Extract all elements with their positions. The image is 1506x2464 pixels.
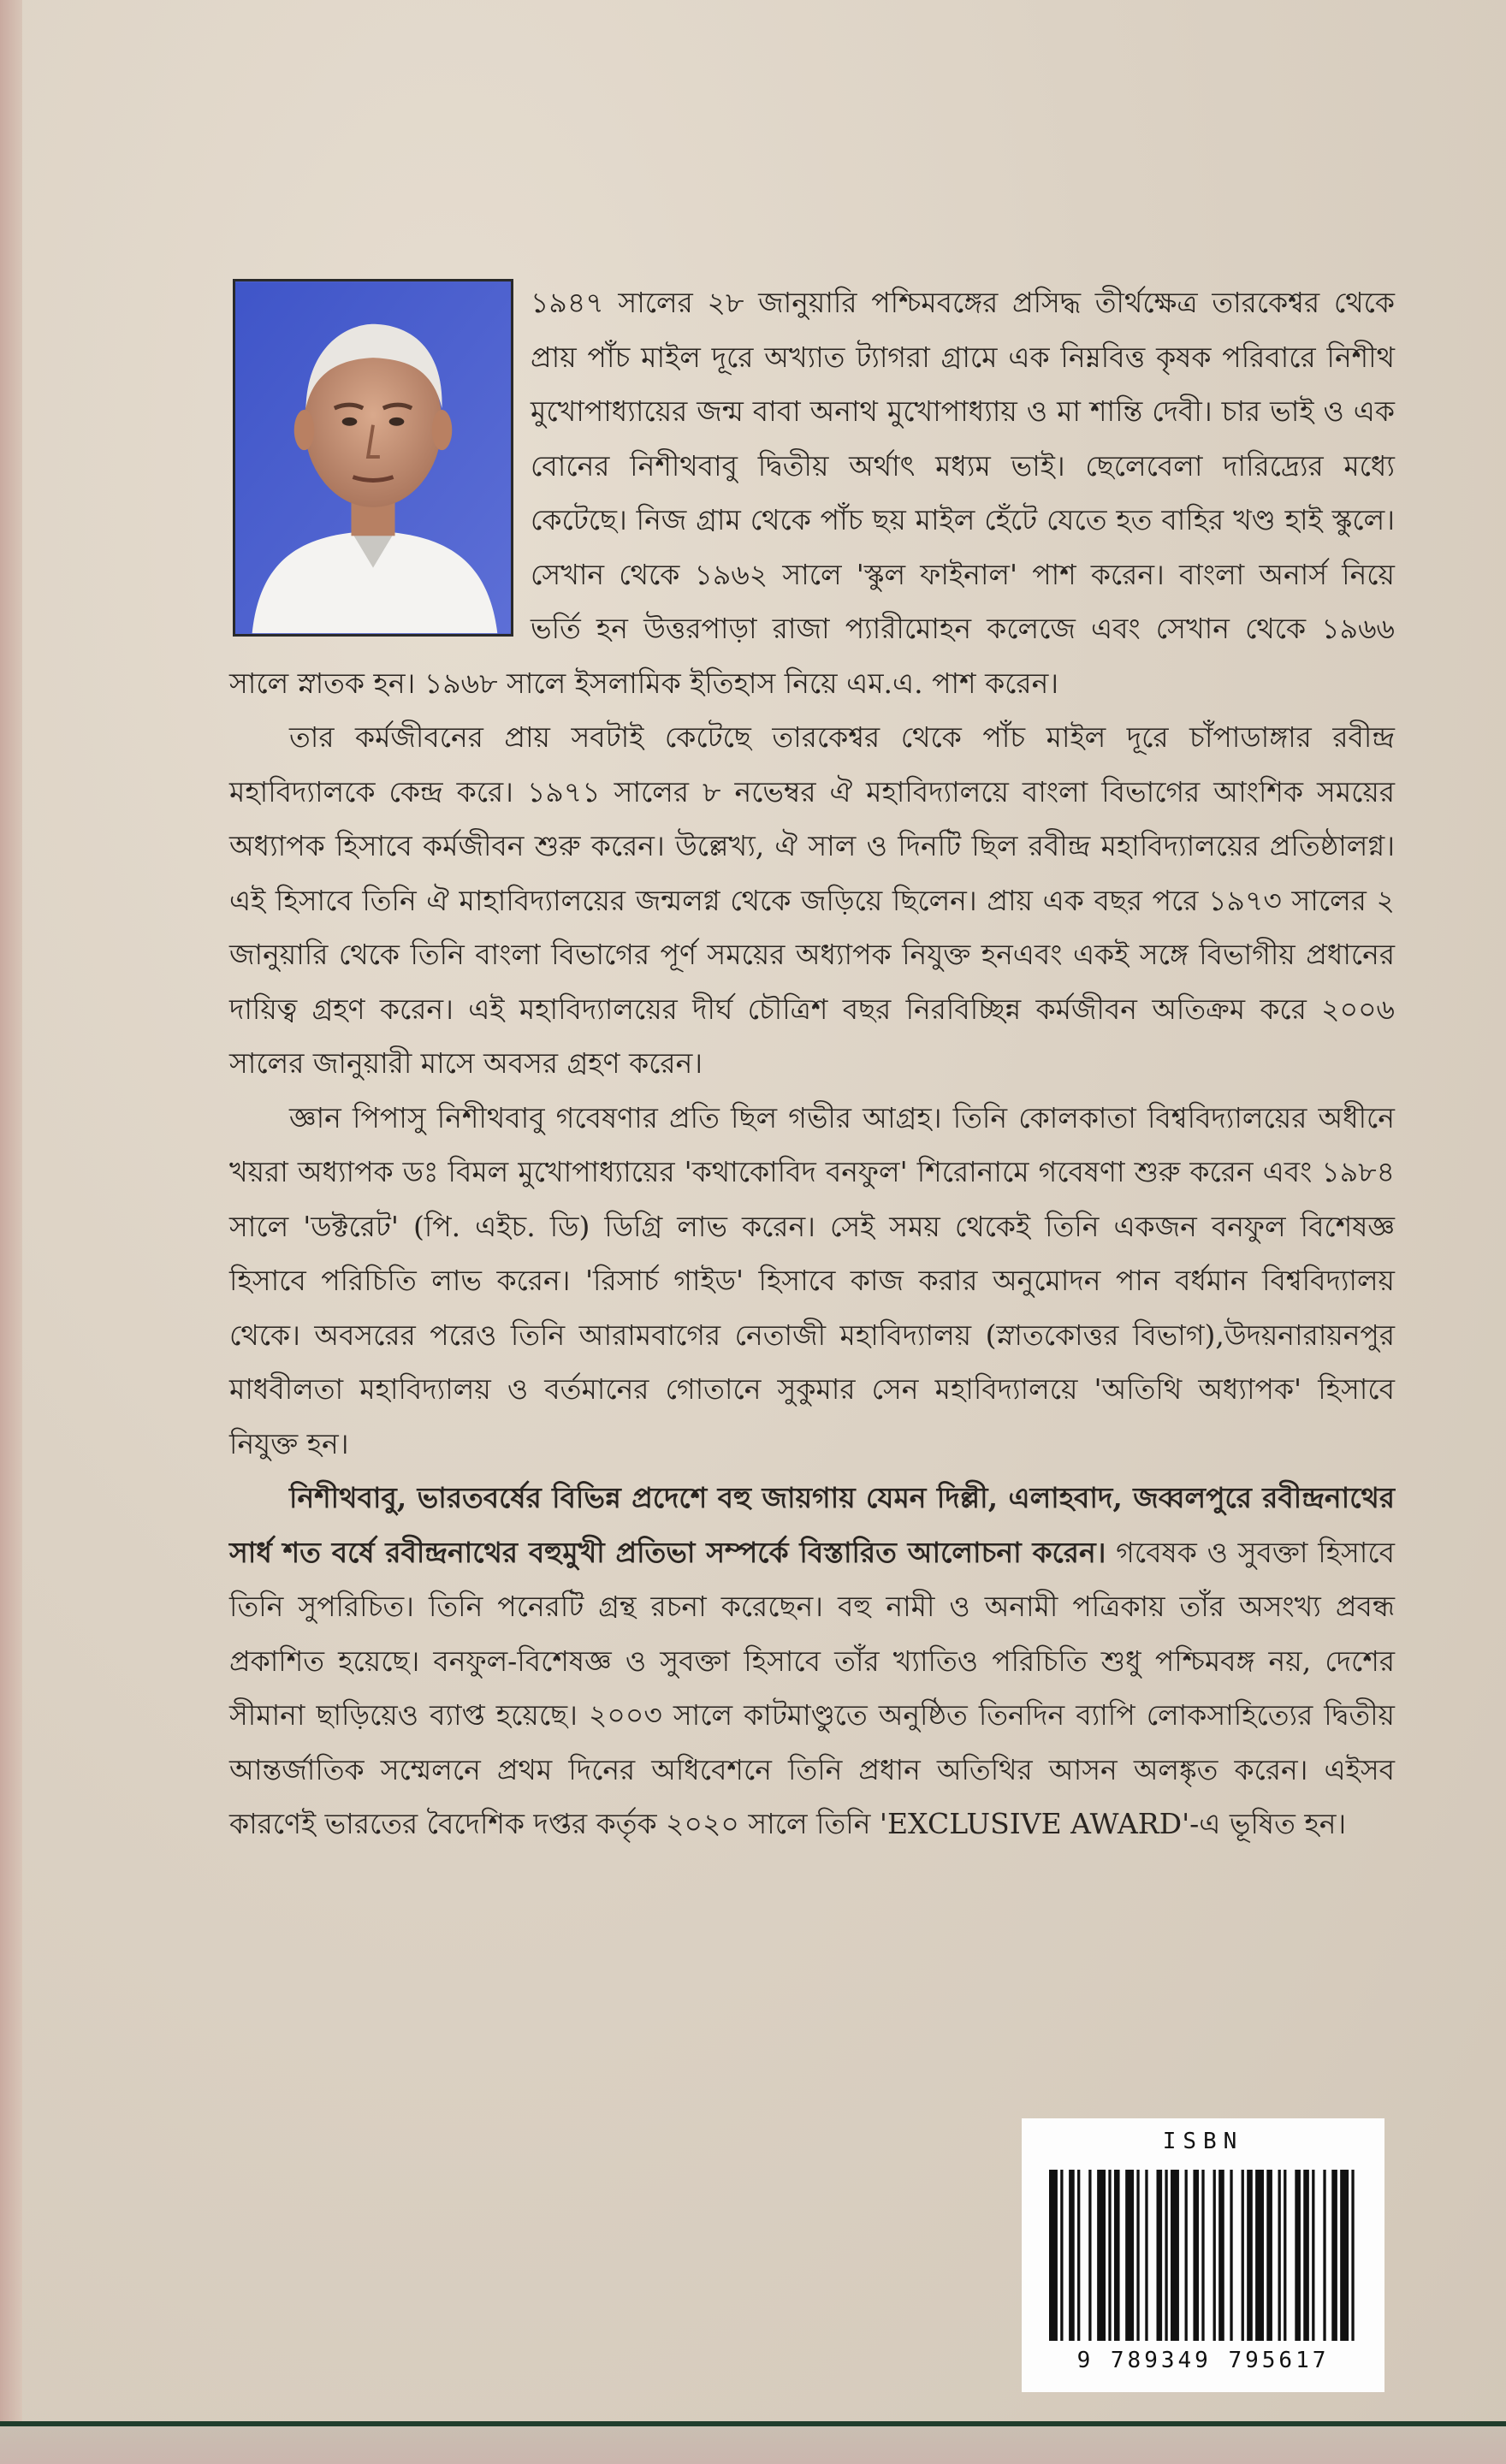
photo-spacer bbox=[229, 275, 531, 647]
barcode-bar bbox=[1049, 2170, 1058, 2341]
biography-paragraph-3: জ্ঞান পিপাসু নিশীথবাবু গবেষণার প্রতি ছিল গভীর আগ্রহ। তিনি কোলকাতা বিশ্ববিদ্যালয়ের অধীনে খয়রা অধ্যাপক ডঃ বিমল মুখোপাধ্যায়ের 'কথাকোবিদ বনফুল' শিরোনামে গবেষণা শুরু করেন এবং ১৯৮৪ সালে 'ডক্টরেট' (পি. এইচ. ডি) ডিগ্রি লাভ করেন। সেই সময় থেকেই তিনি একজন বনফুল বিশেষজ্ঞ হিসাবে পরিচিতি লাভ করেন। 'রিসার্চ গাইড' হিসাবে কাজ করার অনুমোদন পান বর্ধমান বিশ্ববিদ্যালয় থেকে। অবসরের পরেও তিনি আরামবাগের নেতাজী মহাবিদ্যালয় (স্নাতকোত্তর বিভাগ),উদয়নারায়নপুর মাধবীলতা মহাবিদ্যালয় ও বর্তমানের গোতানে সুকুমার সেন মহাবিদ্যালয়ে 'অতিথি অধ্যাপক' হিসাবে নিযুক্ত হন। bbox=[229, 1100, 1396, 1460]
barcode-bar bbox=[1060, 2170, 1063, 2341]
biography-paragraph-4-bold: নিশীথবাবু, ভারতবর্ষের বিভিন্ন প্রদেশে বহু জায়গায় যেমন দিল্লী, এলাহবাদ, জব্বলপুরে রবীন্দ্রনাথের সার্ধ শত বর্ষে রবীন্দ্রনাথের বহুমুখী প্রতিভা সম্পর্কে বিস্তারিত আলোচনা করেন। bbox=[229, 1481, 1395, 1569]
barcode-bar bbox=[1201, 2170, 1204, 2341]
barcode-bar bbox=[1171, 2170, 1179, 2341]
barcode-icon bbox=[1049, 2170, 1357, 2341]
barcode-bar bbox=[1312, 2170, 1314, 2341]
biography-paragraph-2: তার কর্মজীবনের প্রায় সবটাই কেটেছে তারকেশ্বর থেকে পাঁচ মাইল দূরে চাঁপাডাঙ্গার রবীন্দ্র মহাবিদ্যালকে কেন্দ্র করে। ১৯৭১ সালের ৮ নভেম্বর ঐ মহাবিদ্যালয়ে বাংলা বিভাগের আংশিক সময়ের অধ্যাপক হিসাবে কর্মজীবন শুরু করেন। উল্লেখ্য, ঐ সাল ও দিনটি ছিল রবীন্দ্র মহাবিদ্যালয়ের প্রতিষ্ঠালগ্ন। এই হিসাবে তিনি ঐ মাহাবিদ্যালয়ের জন্মলগ্ন থেকে জড়িয়ে ছিলেন। প্রায় এক বছর পরে ১৯৭৩ সালের ২ জানুয়ারি থেকে তিনি বাংলা বিভাগের পূর্ণ সময়ের অধ্যাপক নিযুক্ত হনএবং একই সঙ্গে বিভাগীয় প্রধানের দায়িত্ব গ্রহণ করেন। এই মহাবিদ্যালয়ের দীর্ঘ চৌত্রিশ বছর নিরবিচ্ছিন্ন কর্মজীবন অতিক্রম করে ২০০৬ সালের জানুয়ারী মাসে অবসর গ্রহণ করেন। bbox=[229, 720, 1395, 1080]
barcode-bar bbox=[1077, 2170, 1080, 2341]
barcode-bar bbox=[1247, 2170, 1253, 2341]
cover-edge bbox=[0, 0, 22, 2464]
barcode-bar bbox=[1145, 2170, 1147, 2341]
barcode-bar bbox=[1242, 2170, 1244, 2341]
barcode-bar bbox=[1340, 2170, 1349, 2341]
barcode-bar bbox=[1136, 2170, 1139, 2341]
barcode-bar bbox=[1331, 2170, 1337, 2341]
barcode-bar bbox=[1218, 2170, 1224, 2341]
barcode-bar bbox=[1108, 2170, 1111, 2341]
biography-text bbox=[229, 275, 1395, 1851]
isbn-digits: 9 789349 795617 bbox=[1076, 2348, 1330, 2373]
barcode-bar bbox=[1303, 2170, 1309, 2341]
biography-paragraph-4 bbox=[229, 1471, 1395, 1851]
barcode-bar bbox=[1351, 2170, 1354, 2341]
biography-paragraph-1: ১৯৪৭ সালের ২৮ জানুয়ারি পশ্চিমবঙ্গের প্রসিদ্ধ তীর্থক্ষেত্র তারকেশ্বর থেকে প্রায় পাঁচ মাইল দূরে অখ্যাত ট্যাগরা গ্রামে এক নিম্নবিত্ত কৃষক পরিবারে নিশীথ মুখোপাধ্যায়ের জন্ম বাবা অনাথ মুখোপাধ্যায় ও মা শান্তি দেবী। চার ভাই ও এক বোনের নিশীথবাবু দ্বিতীয় অর্থাৎ মধ্যম ভাই। ছেলেবেলা দারিদ্র্যের মধ্যে কেটেছে। নিজ গ্রাম থেকে পাঁচ ছয় মাইল হেঁটে যেতে হত বাহির খণ্ড হাই স্কুলে। সেখান থেকে ১৯৬২ সালে 'স্কুল ফাইনাল' পাশ করেন। বাংলা অনার্স নিয়ে ভর্তি হন উত্তরপাড়া রাজা প্যারীমোহন কলেজে এবং সেখান থেকে ১৯৬৬ সালে স্নাতক হন। ১৯৬৮ সালে ইসলামিক ইতিহাস নিয়ে এম.এ. পাশ করেন। bbox=[229, 286, 1395, 700]
barcode-bar bbox=[1266, 2170, 1272, 2341]
barcode-bar bbox=[1157, 2170, 1163, 2341]
barcode-bar bbox=[1125, 2170, 1134, 2341]
barcode-bar bbox=[1088, 2170, 1091, 2341]
barcode-bar bbox=[1097, 2170, 1106, 2341]
barcode-bar bbox=[1323, 2170, 1325, 2341]
barcode-bar bbox=[1165, 2170, 1167, 2341]
bottom-border bbox=[0, 2421, 1506, 2464]
barcode-bar bbox=[1185, 2170, 1188, 2341]
barcode-bar bbox=[1069, 2170, 1075, 2341]
barcode-bar bbox=[1193, 2170, 1199, 2341]
barcode-bar bbox=[1114, 2170, 1120, 2341]
barcode-bar bbox=[1213, 2170, 1216, 2341]
barcode-bar bbox=[1284, 2170, 1286, 2341]
isbn-label: ISBN bbox=[1162, 2129, 1244, 2154]
barcode-bar bbox=[1230, 2170, 1232, 2341]
barcode-bar bbox=[1278, 2170, 1281, 2341]
barcode-bar bbox=[1295, 2170, 1301, 2341]
isbn-barcode-box bbox=[1022, 2118, 1384, 2392]
biography-paragraph-4-rest: গবেষক ও সুবক্তা হিসাবে তিনি সুপরিচিত। তিনি পনেরটি গ্রন্থ রচনা করেছেন। বহু নামী ও অনামী পত্রিকায় তাঁর অসংখ্য প্রবন্ধ প্রকাশিত হয়েছে। বনফুল-বিশেষজ্ঞ ও সুবক্তা হিসাবে তাঁর খ্যাতিও পরিচিতি শুধু পশ্চিমবঙ্গ নয়, দেশের সীমানা ছাড়িয়েও ব্যাপ্ত হয়েছে। ২০০৩ সালে কাটমাণ্ডুতে অনুষ্ঠিত তিনদিন ব্যাপি লোকসাহিত্যের দ্বিতীয় আন্তর্জাতিক সম্মেলনে প্রথম দিনের অধিবেশনে তিনি প্রধান অতিথির আসন অলঙ্কৃত করেন। এইসব কারণেই ভারতের বৈদেশিক দপ্তর কর্তৃক ২০২০ সালে তিনি 'EXCLUSIVE AWARD'-এ ভূষিত হন। bbox=[229, 1535, 1395, 1840]
barcode-bar bbox=[1255, 2170, 1264, 2341]
